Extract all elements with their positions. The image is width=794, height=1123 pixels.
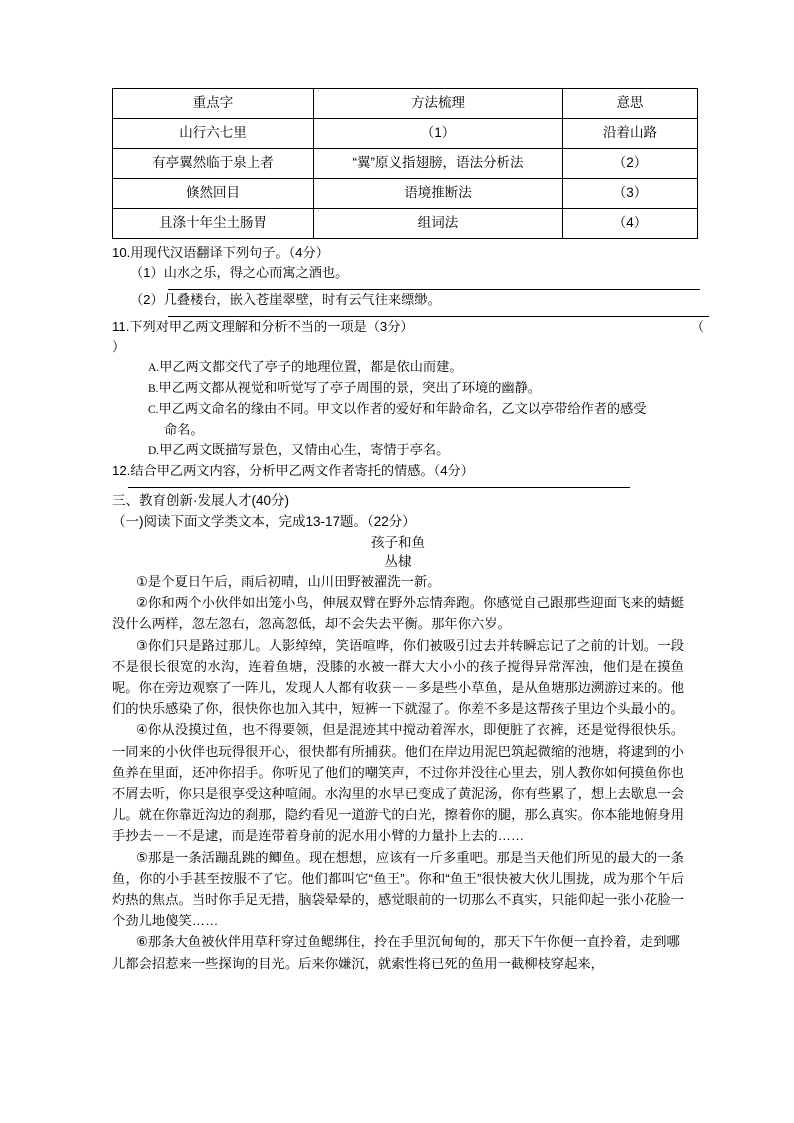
question-12-stem: 12.结合甲乙两文内容，分析甲乙两文作者寄托的情感。（4分） (112, 463, 474, 478)
option-b[interactable] (112, 378, 684, 399)
table-cell-meaning: （2） (563, 149, 698, 179)
table-header-cell-keyword: 重点字 (113, 89, 314, 119)
option-a-text: 甲乙两文都交代了亭子的地理位置，都是依山而建。 (159, 359, 463, 374)
option-d-text: 甲乙两文既描写景色，又情由心生，寄情于亭名。 (159, 442, 450, 457)
table-cell-method: （1） (314, 119, 563, 149)
option-a[interactable] (112, 357, 684, 378)
table-header-row (113, 89, 698, 119)
article-paragraph-4: ④你从没摸过鱼，也不得要领，但是混迹其中搅动着浑水，即便脏了衣裤，还是觉得很快乐。一同来的小伙伴也玩得很开心，很快都有所捕获。他们在岸边用泥巴筑起微缩的池塘，将逮到的小鱼养在里面，还冲你招手。你听见了他们的嘲笑声，不过你并没往心里去，别人教你如何摸鱼你也不屑去听，你只是很享受这种喧闹。水沟里的水早已变成了黄泥汤，你有些累了，想上去歇息一会儿。就在你靠近沟边的刹那，隐约看见一道游弋的白光，擦着你的腿，那么真实。你本能地俯身用手抄去－－不是逮，而是连带着身前的泥水用小臂的力量扑上去的…… (112, 722, 684, 844)
article-paragraph-2: ②你和两个小伙伴如出笼小鸟，伸展双臂在野外忘情奔跑。你感觉自己跟那些迎面飞来的蜻蜓没什么两样，忽左忽右，忽高忽低，却不会失去平衡。那年你六岁。 (112, 595, 684, 632)
table-header-cell-method: 方法梳理 (314, 89, 563, 119)
question-10-stem: 10.用现代汉语翻译下列句子。（4分） (112, 245, 329, 260)
question-11-answer-paren-close[interactable]: ） (112, 339, 126, 354)
table-cell-meaning: 沿着山路 (563, 119, 698, 149)
option-b-letter: B. (148, 383, 159, 395)
question-11-stem: 11.下列对甲乙两文理解和分析不当的一项是（3分） (112, 319, 414, 334)
table-cell-keyword: 倏然回目 (113, 179, 314, 209)
section-3-subheading: （一)阅读下面文学类文本，完成13-17题。（22分） (112, 514, 416, 529)
table-header-cell-meaning: 意思 (563, 89, 698, 119)
article-paragraph-6: ⑥那条大鱼被伙伴用草秆穿过鱼鳃绑住，拎在手里沉甸甸的，那天下午你便一直拎着，走到哪儿都会招惹来一些探询的目光。后来你嫌沉，就索性将已死的鱼用一截柳枝穿起来， (112, 934, 680, 971)
table-cell-keyword: 且涤十年尘土肠胃 (113, 209, 314, 239)
table-row (113, 119, 698, 149)
article-title: 孩子和鱼 (371, 535, 425, 550)
option-c[interactable] (112, 399, 684, 420)
table-cell-keyword: 山行六七里 (113, 119, 314, 149)
table-cell-method: “翼”原义指翅膀，语法分析法 (314, 149, 563, 179)
table-cell-meaning: （3） (563, 179, 698, 209)
table-cell-keyword: 有亭翼然临于泉上者 (113, 149, 314, 179)
question-10-item-1: （1）山水之乐，得之心而寓之酒也。 (130, 265, 349, 280)
page-content (112, 88, 704, 974)
table-cell-method: 组词法 (314, 209, 563, 239)
question-10-item-2: （2）几叠楼台，嵌入苍崖翠壁，时有云气往来缥缈。 (130, 292, 441, 307)
question-11-stem-row (112, 317, 704, 337)
table-cell-method: 语境推断法 (314, 179, 563, 209)
table-row (113, 149, 698, 179)
section-3-heading: 三、教育创新·发展人才(40分) (112, 493, 290, 508)
option-c-text: 甲乙两文命名的缘由不同。甲文以作者的爱好和年龄命名，乙文以亭带给作者的感受 (158, 401, 647, 416)
option-c-continuation: 命名。 (164, 422, 204, 437)
option-d-letter: D. (148, 445, 160, 457)
option-d[interactable] (112, 440, 684, 461)
option-c-letter: C. (148, 404, 159, 416)
question-11-answer-paren-open[interactable]: （ (690, 319, 704, 334)
article-paragraph-3: ③你们只是路过那儿。人影绰绰，笑语喧哗，你们被吸引过去并转瞬忘记了之前的计划。一段不是很长很宽的水沟，连着鱼塘，没膝的水被一群大大小小的孩子搅得异常浑浊，他们是在摸鱼呢。你在旁边观察了一阵儿，发现人人都有收获－－多是些小草鱼，是从鱼塘那边溯游过来的。他们的快乐感染了你，很快你也加入其中，短裤一下就湿了。你差不多是这帮孩子里边个头最小的。 (112, 637, 684, 717)
answer-line-12[interactable] (128, 487, 630, 488)
table-cell-meaning: （4） (563, 209, 698, 239)
vocabulary-table (112, 88, 698, 239)
article-paragraph-5: ⑤那是一条活蹦乱跳的鲫鱼。现在想想，应该有一斤多重吧。那是当天他们所见的最大的一条鱼，你的小手甚至按服不了它。他们都叫它“鱼王”。你和“鱼王”很快被大伙儿围拢，成为那个午后灼热的焦点。当时你手足无措，脑袋晕晕的，感觉眼前的一切那么不真实，只能仰起一张小花脸一个劲儿地傻笑…… (112, 849, 684, 929)
article-paragraph-1: ①是个夏日午后，雨后初晴，山川田野被濯洗一新。 (136, 574, 441, 589)
option-b-text: 甲乙两文都从视觉和听觉写了亭子周围的景，突出了环境的幽静。 (158, 380, 541, 395)
table-row (113, 209, 698, 239)
article-author: 丛棣 (384, 554, 412, 569)
option-a-letter: A. (148, 362, 160, 374)
table-row (113, 179, 698, 209)
